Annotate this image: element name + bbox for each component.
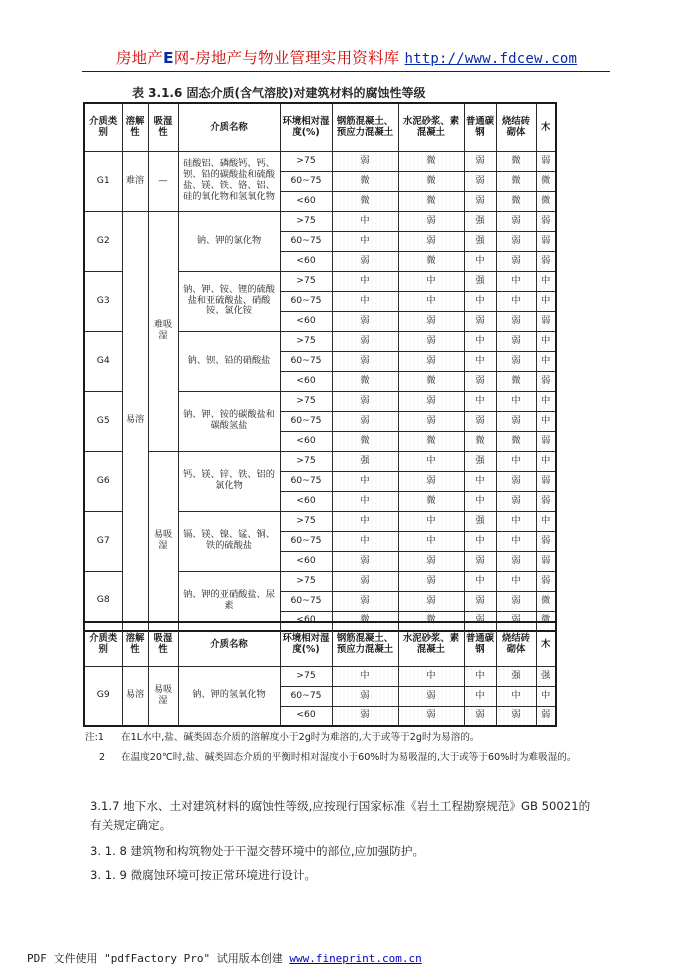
medium-class-cell: G6: [84, 451, 122, 511]
clause-3-1-7: 3.1.7 地下水、土对建筑材料的腐蚀性等级,应按现行国家标准《岩土工程勘察规范》GB 50021的有关规定确定。: [90, 799, 591, 832]
humidity-cell: 60~75: [280, 291, 332, 311]
medium-class-cell: G1: [84, 151, 122, 211]
grade-cell: 中: [536, 511, 556, 531]
grade-cell: 弱: [496, 231, 536, 251]
grade-cell: 中: [464, 351, 496, 371]
medium-name-cell: 钠、钾的氯化物: [178, 211, 280, 271]
header-carbon-steel: 普通碳钢: [464, 103, 496, 151]
grade-cell: 强: [464, 231, 496, 251]
footer-text: PDF 文件使用 "pdfFactory Pro" 试用版本创建: [27, 952, 290, 965]
humidity-cell: >75: [280, 571, 332, 591]
site-url-link[interactable]: http://www.fdcew.com: [404, 51, 578, 67]
humidity-cell: <60: [280, 491, 332, 511]
grade-cell: 中: [536, 451, 556, 471]
grade-cell: 中: [464, 331, 496, 351]
grade-cell: 弱: [496, 551, 536, 571]
medium-class-cell: G8: [84, 571, 122, 631]
site-name-e: E: [162, 49, 174, 67]
humidity-cell: 60~75: [280, 171, 332, 191]
clause-3-1-8: 3. 1. 8 建筑物和构筑物处于干湿交替环境中的部位,应加强防护。: [90, 844, 425, 858]
grade-cell: 中: [496, 271, 536, 291]
grade-cell: 弱: [464, 191, 496, 211]
grade-cell: 微: [398, 431, 464, 451]
table2-header-row: [84, 622, 556, 666]
grade-cell: 中: [332, 531, 398, 551]
grade-cell: 中: [398, 291, 464, 311]
grade-cell: 微: [332, 191, 398, 211]
grade-cell: 中: [332, 491, 398, 511]
grade-cell: 中: [398, 271, 464, 291]
medium-class-cell: G4: [84, 331, 122, 391]
grade-cell: 弱: [536, 431, 556, 451]
humidity-cell: 60~75: [280, 411, 332, 431]
grade-cell: 弱: [398, 551, 464, 571]
grade-cell: 弱: [398, 471, 464, 491]
humidity-cell: <60: [280, 191, 332, 211]
grade-cell: 弱: [332, 551, 398, 571]
header-wood: 木: [536, 622, 556, 666]
grade-cell: 弱: [464, 171, 496, 191]
grade-cell: 弱: [536, 706, 556, 726]
humidity-cell: >75: [280, 511, 332, 531]
grade-cell: 微: [398, 371, 464, 391]
humidity-cell: >75: [280, 151, 332, 171]
grade-cell: 中: [398, 531, 464, 551]
grade-cell: 中: [332, 471, 398, 491]
grade-cell: 弱: [398, 706, 464, 726]
humidity-cell: 60~75: [280, 686, 332, 706]
table-notes: [85, 730, 591, 766]
grade-cell: 强: [332, 451, 398, 471]
site-name-prefix: 房地产: [115, 49, 163, 67]
grade-cell: 弱: [464, 151, 496, 171]
grade-cell: 弱: [496, 706, 536, 726]
medium-name-cell: 钠、钾、铵的碳酸盐和碳酸氢盐: [178, 391, 280, 451]
medium-class-cell: G7: [84, 511, 122, 571]
grade-cell: 弱: [332, 591, 398, 611]
corrosion-table-main: [83, 102, 557, 632]
grade-cell: 微: [398, 491, 464, 511]
corrosion-table-g9: [83, 621, 557, 727]
grade-cell: 弱: [496, 591, 536, 611]
grade-cell: 弱: [496, 251, 536, 271]
humidity-cell: >75: [280, 211, 332, 231]
humidity-cell: 60~75: [280, 351, 332, 371]
grade-cell: 弱: [398, 211, 464, 231]
clause-3-1-9: 3. 1. 9 微腐蚀环境可按正常环境进行设计。: [90, 868, 317, 882]
grade-cell: 中: [332, 291, 398, 311]
grade-cell: 弱: [496, 331, 536, 351]
humidity-cell: >75: [280, 391, 332, 411]
grade-cell: 弱: [496, 351, 536, 371]
medium-class-cell: G5: [84, 391, 122, 451]
grade-cell: 微: [536, 191, 556, 211]
hygroscopicity-cell: —: [148, 151, 178, 211]
grade-cell: 中: [464, 531, 496, 551]
note-2: [85, 750, 591, 766]
grade-cell: 弱: [398, 351, 464, 371]
hygroscopicity-cell: 易吸湿: [148, 451, 178, 631]
humidity-cell: <60: [280, 551, 332, 571]
grade-cell: 中: [464, 391, 496, 411]
header-solubility: 溶解性: [122, 622, 148, 666]
grade-cell: 弱: [332, 331, 398, 351]
grade-cell: 中: [332, 666, 398, 686]
grade-cell: 弱: [464, 706, 496, 726]
footer-link[interactable]: www.fineprint.com.cn: [289, 952, 422, 965]
grade-cell: 强: [464, 451, 496, 471]
grade-cell: 弱: [536, 491, 556, 511]
note-2-text: 在温度20℃时,盐、碱类固态介质的平衡时相对湿度小于60%时为易吸湿的,大于或等于60%时为难吸湿的。: [121, 752, 577, 763]
humidity-cell: >75: [280, 666, 332, 686]
grade-cell: 微: [464, 431, 496, 451]
header-brick: 烧结砖砌体: [496, 103, 536, 151]
grade-cell: 弱: [332, 251, 398, 271]
grade-cell: 微: [496, 151, 536, 171]
grade-cell: 弱: [536, 231, 556, 251]
grade-cell: 微: [496, 431, 536, 451]
grade-cell: 弱: [398, 331, 464, 351]
grade-cell: 强: [464, 271, 496, 291]
grade-cell: 中: [464, 491, 496, 511]
humidity-cell: <60: [280, 706, 332, 726]
humidity-cell: 60~75: [280, 471, 332, 491]
note-1-label: 注:1: [85, 732, 104, 743]
medium-name-cell: 钠、钾的氢氧化物: [178, 666, 280, 726]
header-carbon-steel: 普通碳钢: [464, 622, 496, 666]
grade-cell: 中: [464, 666, 496, 686]
table-row: [84, 211, 556, 231]
grade-cell: 中: [536, 271, 556, 291]
grade-cell: 中: [536, 391, 556, 411]
grade-cell: 中: [332, 211, 398, 231]
grade-cell: 弱: [464, 311, 496, 331]
grade-cell: 弱: [496, 411, 536, 431]
solubility-cell: 难溶: [122, 151, 148, 211]
grade-cell: 弱: [496, 471, 536, 491]
table-caption: 表 3.1.6 固态介质(含气溶胶)对建筑材料的腐蚀性等级: [132, 86, 426, 100]
grade-cell: 中: [332, 511, 398, 531]
grade-cell: 微: [398, 251, 464, 271]
note-2-label: 2: [99, 752, 106, 763]
site-header: [0, 46, 693, 68]
grade-cell: 弱: [536, 311, 556, 331]
table-row: [84, 666, 556, 686]
header-hygroscopicity: 吸湿性: [148, 622, 178, 666]
humidity-cell: <60: [280, 311, 332, 331]
humidity-cell: >75: [280, 451, 332, 471]
medium-name-cell: 钠、钡、铅的硝酸盐: [178, 331, 280, 391]
grade-cell: 弱: [536, 211, 556, 231]
grade-cell: 中: [496, 571, 536, 591]
header-rc-concrete: 钢筋混凝土、预应力混凝土: [332, 103, 398, 151]
grade-cell: 微: [332, 371, 398, 391]
grade-cell: 微: [398, 611, 464, 631]
grade-cell: 弱: [332, 151, 398, 171]
header-rule: [82, 71, 610, 72]
header-wood: 木: [536, 103, 556, 151]
grade-cell: 弱: [398, 591, 464, 611]
medium-class-cell: G2: [84, 211, 122, 271]
grade-cell: 弱: [536, 531, 556, 551]
grade-cell: 弱: [332, 706, 398, 726]
humidity-cell: >75: [280, 271, 332, 291]
medium-name-cell: 钠、钾的亚硝酸盐、尿素: [178, 571, 280, 631]
grade-cell: 微: [398, 151, 464, 171]
grade-cell: 弱: [398, 391, 464, 411]
medium-class-cell: G3: [84, 271, 122, 331]
humidity-cell: >75: [280, 331, 332, 351]
medium-name-cell: 硅酸铝、磷酸钙、钙、钡、铅的碳酸盐和硫酸盐、镁、铁、铬、铝、硅的氧化物和氢氧化物: [178, 151, 280, 211]
humidity-cell: 60~75: [280, 591, 332, 611]
humidity-cell: <60: [280, 611, 332, 631]
grade-cell: 中: [496, 451, 536, 471]
humidity-cell: <60: [280, 251, 332, 271]
grade-cell: 弱: [398, 311, 464, 331]
note-1-text: 在1L水中,盐、碱类固态介质的溶解度小于2g时为难溶的,大于或等于2g时为易溶的。: [121, 732, 480, 743]
grade-cell: 微: [536, 611, 556, 631]
grade-cell: 微: [496, 191, 536, 211]
grade-cell: 弱: [496, 311, 536, 331]
grade-cell: 弱: [332, 411, 398, 431]
pdf-footer: [27, 950, 422, 966]
grade-cell: 中: [536, 351, 556, 371]
header-cement-mortar: 水泥砂浆、素混凝土: [398, 103, 464, 151]
grade-cell: 中: [496, 391, 536, 411]
grade-cell: 微: [496, 371, 536, 391]
grade-cell: 中: [496, 686, 536, 706]
grade-cell: 中: [464, 686, 496, 706]
grade-cell: 中: [536, 411, 556, 431]
grade-cell: 微: [536, 591, 556, 611]
grade-cell: 中: [398, 511, 464, 531]
grade-cell: 弱: [536, 371, 556, 391]
grade-cell: 中: [464, 471, 496, 491]
header-rc-concrete: 钢筋混凝土、预应力混凝土: [332, 622, 398, 666]
table-row: [84, 151, 556, 171]
grade-cell: 中: [536, 291, 556, 311]
solubility-cell: 易溶: [122, 211, 148, 631]
header-medium-class: 介质类别: [84, 103, 122, 151]
grade-cell: 微: [398, 171, 464, 191]
grade-cell: 中: [398, 451, 464, 471]
header-humidity: 环境相对湿度(%): [280, 103, 332, 151]
header-medium-name: 介质名称: [178, 622, 280, 666]
grade-cell: 弱: [536, 471, 556, 491]
header-hygroscopicity: 吸湿性: [148, 103, 178, 151]
header-humidity: 环境相对湿度(%): [280, 622, 332, 666]
grade-cell: 强: [464, 511, 496, 531]
hygroscopicity-cell: 易吸湿: [148, 666, 178, 726]
humidity-cell: <60: [280, 371, 332, 391]
hygroscopicity-cell: 难吸湿: [148, 211, 178, 451]
grade-cell: 中: [332, 231, 398, 251]
grade-cell: 弱: [464, 591, 496, 611]
medium-name-cell: 钠、钾、铵、锂的硫酸盐和亚硫酸盐、硝酸铵、氯化铵: [178, 271, 280, 331]
grade-cell: 强: [496, 666, 536, 686]
grade-cell: 弱: [332, 351, 398, 371]
grade-cell: 弱: [536, 151, 556, 171]
grade-cell: 强: [464, 211, 496, 231]
header-brick: 烧结砖砌体: [496, 622, 536, 666]
grade-cell: 微: [536, 171, 556, 191]
solubility-cell: 易溶: [122, 666, 148, 726]
grade-cell: 中: [496, 531, 536, 551]
table-header-row: [84, 103, 556, 151]
grade-cell: 弱: [464, 411, 496, 431]
grade-cell: 弱: [398, 231, 464, 251]
header-solubility: 溶解性: [122, 103, 148, 151]
medium-name-cell: 钙、镁、锌、铁、铝的氯化物: [178, 451, 280, 511]
grade-cell: 弱: [398, 571, 464, 591]
grade-cell: 强: [536, 666, 556, 686]
grade-cell: 中: [496, 291, 536, 311]
grade-cell: 微: [398, 191, 464, 211]
grade-cell: 中: [496, 511, 536, 531]
grade-cell: 弱: [496, 491, 536, 511]
medium-name-cell: 镉、镁、镍、锰、铜、铁的硫酸盐: [178, 511, 280, 571]
grade-cell: 中: [464, 251, 496, 271]
humidity-cell: 60~75: [280, 531, 332, 551]
table-row: [84, 451, 556, 471]
grade-cell: 中: [536, 686, 556, 706]
humidity-cell: <60: [280, 431, 332, 451]
grade-cell: 微: [332, 431, 398, 451]
site-name-suffix: 网-房地产与物业管理实用资料库: [173, 49, 400, 67]
grade-cell: 中: [464, 291, 496, 311]
grade-cell: 弱: [496, 611, 536, 631]
grade-cell: 弱: [332, 686, 398, 706]
grade-cell: 弱: [332, 391, 398, 411]
grade-cell: 中: [398, 666, 464, 686]
note-1: [85, 730, 591, 746]
header-medium-class: 介质类别: [84, 622, 122, 666]
grade-cell: 弱: [398, 411, 464, 431]
grade-cell: 中: [464, 571, 496, 591]
humidity-cell: 60~75: [280, 231, 332, 251]
grade-cell: 弱: [536, 251, 556, 271]
grade-cell: 弱: [464, 551, 496, 571]
grade-cell: 弱: [398, 686, 464, 706]
grade-cell: 微: [496, 171, 536, 191]
grade-cell: 弱: [332, 311, 398, 331]
grade-cell: 中: [536, 331, 556, 351]
grade-cell: 弱: [496, 211, 536, 231]
grade-cell: 弱: [332, 571, 398, 591]
grade-cell: 弱: [464, 371, 496, 391]
medium-class-cell: G9: [84, 666, 122, 726]
grade-cell: 中: [332, 271, 398, 291]
header-cement-mortar: 水泥砂浆、素混凝土: [398, 622, 464, 666]
grade-cell: 微: [332, 171, 398, 191]
grade-cell: 弱: [536, 571, 556, 591]
grade-cell: 弱: [536, 551, 556, 571]
grade-cell: 微: [332, 611, 398, 631]
grade-cell: 弱: [464, 611, 496, 631]
header-medium-name: 介质名称: [178, 103, 280, 151]
